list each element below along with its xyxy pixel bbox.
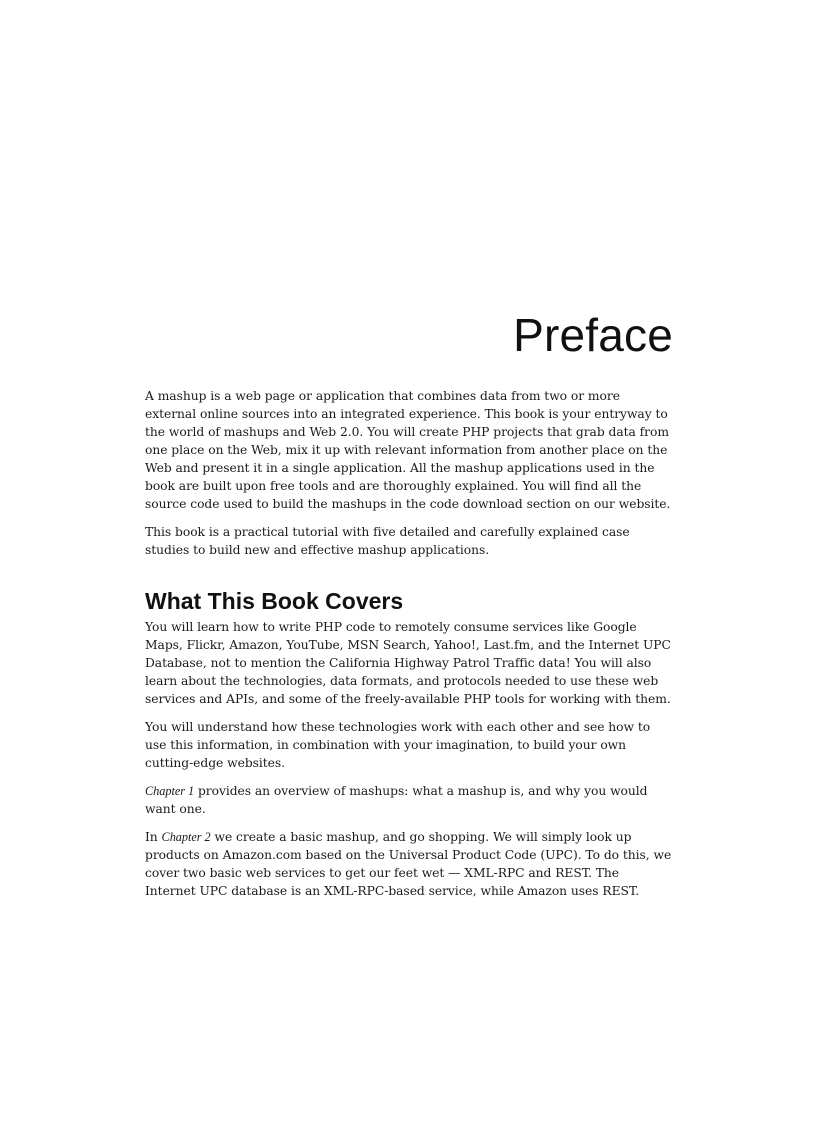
chapter-2-paragraph <box>145 828 673 900</box>
intro-paragraph-2: This book is a practical tutorial with five detailed and carefully explained case studies to build new and effective mashup applications. <box>145 525 630 557</box>
chapter-title: Preface <box>513 309 673 361</box>
document-body <box>145 387 673 910</box>
chapter-2-reference: Chapter 2 <box>161 830 211 844</box>
section-paragraph-2: You will understand how these technologies work with each other and see how to use this information, in combination with your imagination, to build your own cutting-edge websites. <box>145 720 651 770</box>
chapter-1-reference: Chapter 1 <box>145 784 195 798</box>
section-paragraph-1: You will learn how to write PHP code to remotely consume services like Google Maps, Flickr, Amazon, YouTube, MSN Search, Yahoo!, Last.fm, and the Internet UPC Database, not to mention the California Highway Patrol Traffic data! You will also learn about the technologies, data formats, and protocols needed to use these web services and APIs, and some of the freely-available PHP tools for working with them. <box>145 620 671 706</box>
chapter-1-text: provides an overview of mashups: what a mashup is, and why you would want one. <box>145 784 648 816</box>
chapter-2-text: we create a basic mashup, and go shopping. We will simply look up products on Amazon.com based on the Universal Product Code (UPC). To do this, we cover two basic web services to get our feet wet — XML-RPC and REST. The Internet UPC database is an XML-RPC-based service, while Amazon uses REST. <box>145 830 672 898</box>
section-heading: What This Book Covers <box>145 588 404 614</box>
intro-paragraph-1: A mashup is a web page or application that combines data from two or more external online sources into an integrated experience. This book is your entryway to the world of mashups and Web 2.0. You will create PHP projects that grab data from one place on the Web, mix it up with relevant information from another place on the Web and present it in a single application. All the mashup applications used in the book are built upon free tools and are thoroughly explained. You will find all the source code used to build the mashups in the code download section on our website. <box>145 389 671 511</box>
chapter-2-prefix: In <box>145 830 162 844</box>
chapter-1-paragraph <box>145 782 673 818</box>
